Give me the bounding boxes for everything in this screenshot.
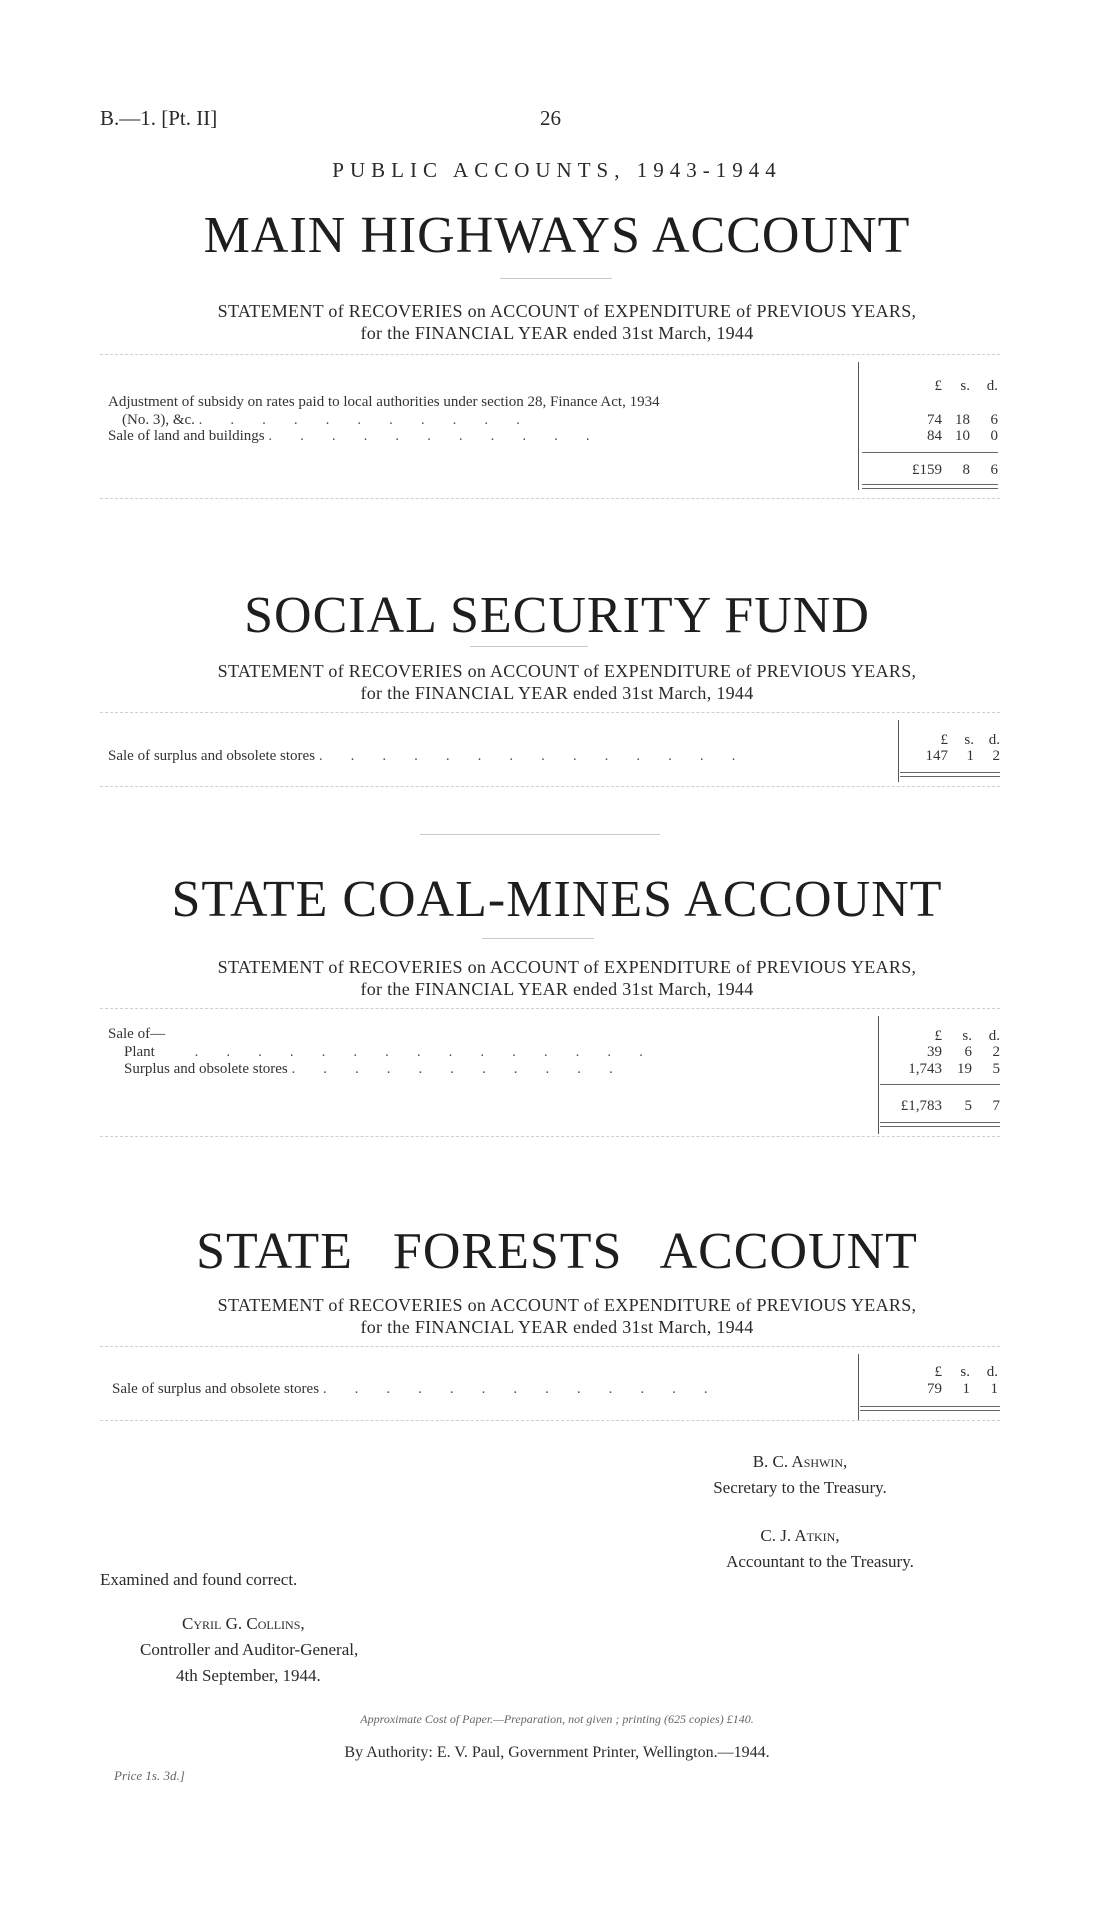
group-label: Sale of— [108,1026,166,1042]
signature-date: 4th September, 1944. [176,1666,321,1685]
examined-statement: Examined and found correct. [100,1570,298,1589]
statement-heading: STATEMENT of RECOVERIES on ACCOUNT of EXPENDITURE of PREVIOUS YEARS, for the FINANCIAL YEAR ended 31st March, 1944 [217,661,917,703]
total-double-rule [880,1122,1000,1127]
line-item-label: Sale of surplus and obsolete stores ............. [112,1381,736,1397]
divider [100,1008,1000,1009]
title-rule [470,646,588,647]
section-title-coal-mines: STATE COAL-MINES ACCOUNT [171,871,943,928]
divider [100,1420,1000,1421]
total-rule [880,1084,1000,1085]
section-title-social-security: SOCIAL SECURITY FUND [244,587,870,644]
auditor-title: Controller and Auditor-General, [140,1640,359,1659]
statement-heading: STATEMENT of RECOVERIES on ACCOUNT of EXPENDITURE of PREVIOUS YEARS, for the FINANCIAL YEAR ended 31st March, 1944 [217,301,917,343]
line-item-label: Plant ............... [124,1044,671,1060]
divider [100,786,1000,787]
line-item-amount: 84 10 0 [927,428,998,444]
divider [100,354,1000,355]
column-divider [878,1016,879,1134]
section-total: £159 8 6 [912,462,998,478]
title-rule [482,938,594,939]
line-item-label: Sale of surplus and obsolete stores .............. [108,748,764,764]
currency-header: £ s. d. [934,1364,998,1380]
signatory-title: Accountant to the Treasury. [726,1552,914,1571]
title-rule [500,278,612,279]
line-item-label: Adjustment of subsidy on rates paid to local authorities under section 28, Finance Act, 1934 [108,394,660,410]
printer-authority: By Authority: E. V. Paul, Government Printer, Wellington.—1944. [344,1744,770,1761]
currency-header: £ s. d. [934,1028,1000,1044]
line-item-amount: 79 1 1 [927,1381,998,1397]
total-double-rule [862,484,998,489]
line-item-label-cont: (No. 3), &c. ........... [122,412,548,428]
line-item-label: Sale of land and buildings ........... [108,428,618,444]
divider [100,1136,1000,1137]
statement-heading: STATEMENT of RECOVERIES on ACCOUNT of EXPENDITURE of PREVIOUS YEARS, for the FINANCIAL YEAR ended 31st March, 1944 [217,957,917,999]
section-title-main-highways: MAIN HIGHWAYS ACCOUNT [203,207,911,264]
line-item-amount: 74 18 6 [927,412,998,428]
column-divider [858,1354,859,1420]
line-item-amount: 147 1 2 [925,748,1000,764]
line-item-label: Surplus and obsolete stores ........... [124,1061,641,1077]
column-divider [858,362,859,490]
page-number: 26 [540,106,561,130]
divider [100,712,1000,713]
section-title-state-forests: STATE FORESTS ACCOUNT [196,1223,918,1280]
cost-of-paper-note: Approximate Cost of Paper.—Preparation, not given ; printing (625 copies) £140. [360,1712,754,1726]
total-double-rule [900,772,1000,777]
signatory-title: Secretary to the Treasury. [713,1478,887,1497]
statement-heading: STATEMENT of RECOVERIES on ACCOUNT of EXPENDITURE of PREVIOUS YEARS, for the FINANCIAL YEAR ended 31st March, 1944 [217,1295,917,1337]
section-total: £1,783 5 7 [900,1098,1000,1114]
currency-header: £ s. d. [940,732,1000,748]
column-divider [898,720,899,782]
currency-header: £ s. d. [934,378,998,394]
line-item-amount: 1,743 19 5 [908,1061,1000,1077]
total-double-rule [860,1406,1000,1411]
signatory-name: C. J. Atkin, [760,1526,840,1545]
line-item-amount: 39 6 2 [927,1044,1000,1060]
section-separator [420,834,660,835]
divider [100,1346,1000,1347]
total-rule [862,452,998,453]
auditor-name: Cyril G. Collins, [182,1614,305,1633]
document-reference: B.—1. [Pt. II] [100,106,218,130]
divider [100,498,1000,499]
signatory-name: B. C. Ashwin, [752,1452,848,1471]
public-accounts-heading: PUBLIC ACCOUNTS, 1943-1944 [332,158,782,182]
price-note: Price 1s. 3d.] [114,1768,185,1783]
